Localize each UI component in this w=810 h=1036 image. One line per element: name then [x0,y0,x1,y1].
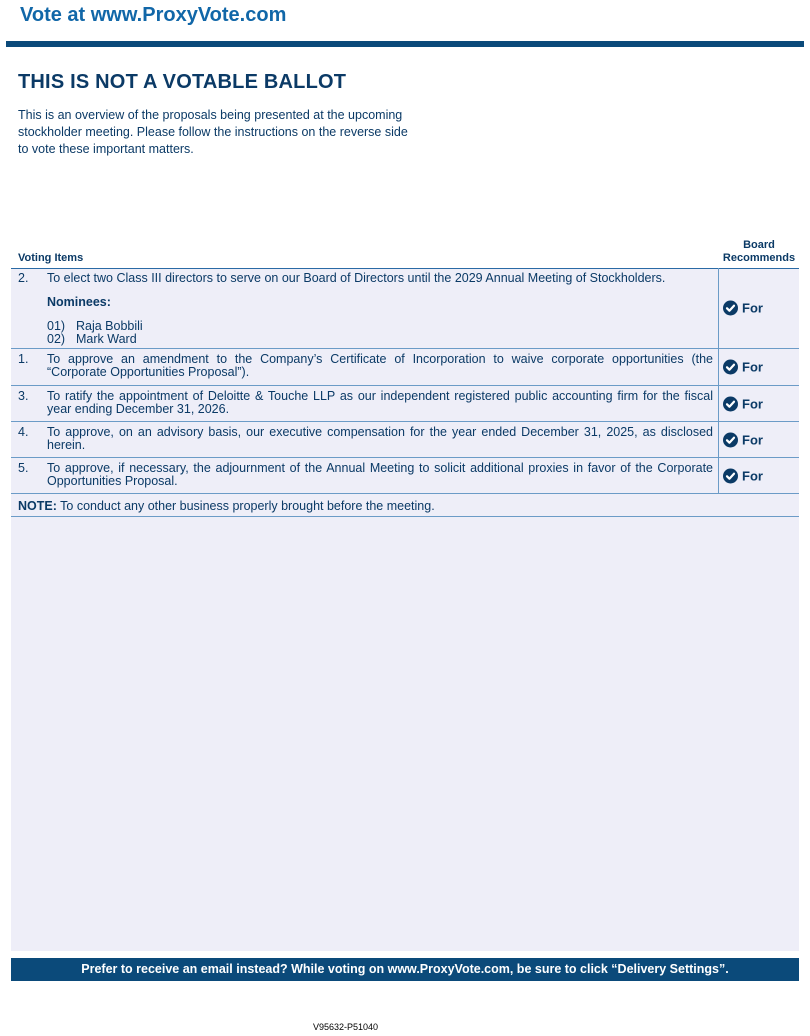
check-circle-icon [723,432,738,447]
nominee-name: Mark Ward [76,332,137,346]
recommendation-label: For [742,359,763,375]
recommendation-label: For [742,468,763,483]
item-number: 1. [18,352,29,366]
check-circle-icon [723,396,738,411]
header-title[interactable]: Vote at www.ProxyVote.com [20,4,287,26]
note-label: NOTE: [18,499,57,513]
board-header-line1: Board [743,239,775,251]
intro-text: This is an overview of the proposals being presented at the upcoming stockholder meeting. Please follow the instructions on the reverse side to vote these important matters. [18,108,408,156]
recommendation-cell [718,422,800,457]
board-header-line2: Recommends [722,252,796,264]
recommendation-label: For [742,300,763,316]
item-text: To approve, on an advisory basis, our executive compensation for the year ended December 31, 2025, as disclosed herein. [47,425,713,452]
recommendation-cell [718,386,800,421]
item-number: 4. [18,425,29,439]
item-number: 2. [18,271,29,285]
item-number: 5. [18,461,29,475]
check-circle-icon [723,360,738,375]
item-text: To approve an amendment to the Company’s Certificate of Incorporation to waive corporate opportunities (the “Corporate Opportunities Proposal”). [47,352,713,379]
voting-item-row [11,458,799,494]
nominee-number: 01) [47,319,66,333]
ballot-title: THIS IS NOT A VOTABLE BALLOT [18,71,347,93]
note-text: To conduct any other business properly brought before the meeting. [56,499,435,513]
voting-item-row [11,422,799,458]
recommendation-cell [718,268,800,348]
item-number: 3. [18,389,29,403]
header-divider [6,41,804,47]
nominee-name: Raja Bobbili [76,319,143,333]
recommendation-label: For [742,396,763,411]
recommendation-cell [718,349,800,385]
check-circle-icon [723,468,738,483]
voting-item-row [11,349,799,386]
delivery-settings-banner: Prefer to receive an email instead? While voting on www.ProxyVote.com, be sure to click “Delivery Settings”. [11,958,799,981]
note-row [11,494,799,517]
nominees-label: Nominees: [47,295,111,309]
item-text: To ratify the appointment of Deloitte & Touche LLP as our independent registered public accounting firm for the fiscal year ending December 31, 2026. [47,389,713,416]
board-recommends-header [718,239,800,265]
voting-items-header: Voting Items [18,252,84,264]
document-code: V95632-P51040 [313,1022,379,1032]
item-text: To approve, if necessary, the adjournment of the Annual Meeting to solicit additional proxies in favor of the Corporate Opportunities Proposal. [47,461,713,488]
nominee-number: 02) [47,332,66,346]
check-circle-icon [723,301,738,316]
recommendation-label: For [742,432,763,447]
voting-item-row [11,268,799,349]
nominee [47,333,137,346]
recommendation-cell [718,458,800,493]
voting-item-row [11,386,799,422]
item-text: To elect two Class III directors to serve on our Board of Directors until the 2029 Annual Meeting of Stockholders. [47,271,666,285]
